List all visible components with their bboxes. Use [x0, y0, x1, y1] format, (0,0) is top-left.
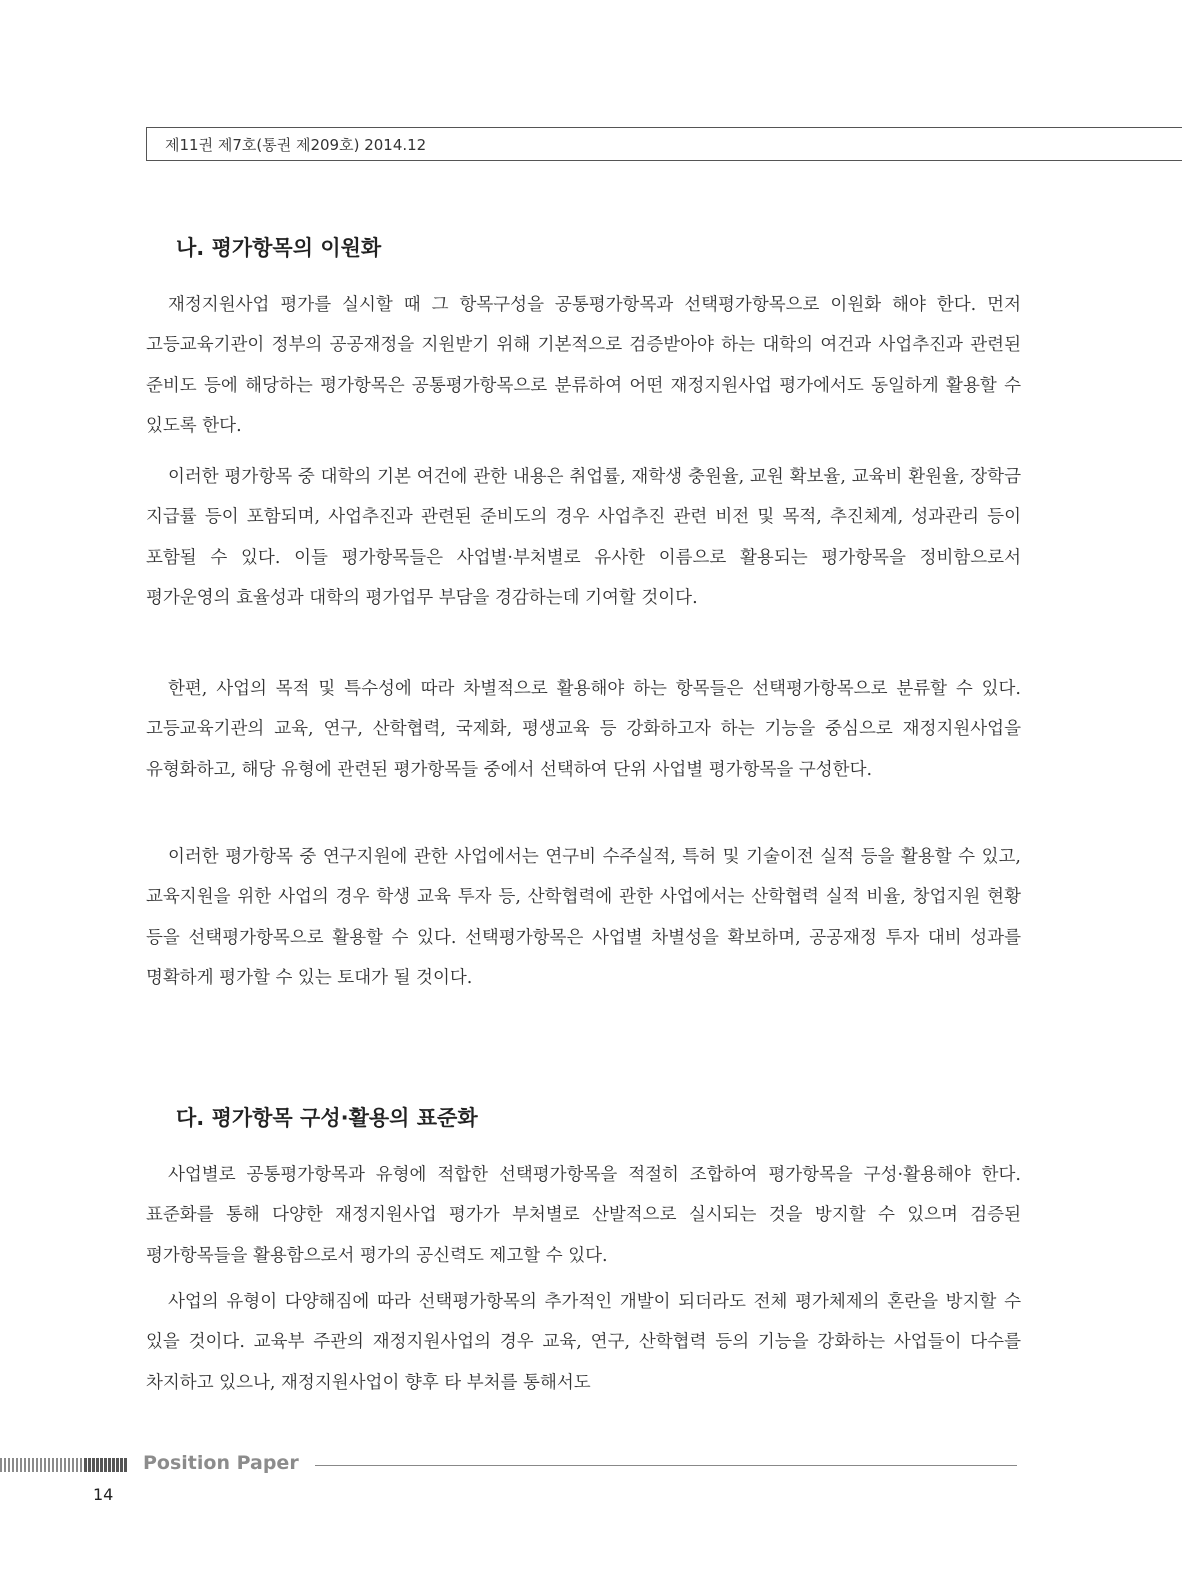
paragraph: 한편, 사업의 목적 및 특수성에 따라 차별적으로 활용해야 하는 항목들은 선택평가항목으로 분류할 수 있다. 고등교육기관의 교육, 연구, 산학협력, 국제화, 평생교육 등 강화하고자 하는 기능을 중심으로 재정지원사업을 유형화하고, 해당 유형에 관련된 평가항목들 중에서 선택하여 단위 사업별 평가항목을 구성한다.: [146, 679, 1021, 780]
section-heading-standardization: 다. 평가항목 구성·활용의 표준화: [176, 1106, 478, 1130]
paragraph: 사업별로 공통평가항목과 유형에 적합한 선택평가항목을 적절히 조합하여 평가항목을 구성·활용해야 한다. 표준화를 통해 다양한 재정지원사업 평가가 부처별로 산발적으로 실시되는 것을 방지할 수 있으며 검증된 평가항목들을 활용함으로서 평가의 공신력도 제고할 수 있다.: [146, 1165, 1021, 1266]
paragraph: 사업의 유형이 다양해짐에 따라 선택평가항목의 추가적인 개발이 되더라도 전체 평가체제의 혼란을 방지할 수 있을 것이다. 교육부 주관의 재정지원사업의 경우 교육, 연구, 산학협력 등의 기능을 강화하는 사업들이 다수를 차지하고 있으나, 재정지원사업이 향후 타 부처를 통해서도: [146, 1292, 1021, 1393]
section-heading-evaluation-items-dualization: 나. 평가항목의 이원화: [176, 236, 382, 260]
running-header: [146, 127, 1182, 161]
page-number: 14: [93, 1485, 114, 1504]
footer-decoration-bar-dark: [84, 1458, 128, 1472]
running-title: 제11권 제7호(통권 제209호) 2014.12: [165, 136, 427, 154]
paragraph: 재정지원사업 평가를 실시할 때 그 항목구성을 공통평가항목과 선택평가항목으로 이원화 해야 한다. 먼저 고등교육기관이 정부의 공공재정을 지원받기 위해 기본적으로 검증받아야 하는 대학의 여건과 사업추진과 관련된 준비도 등에 해당하는 평가항목은 공통평가항목으로 분류하여 어떤 재정지원사업 평가에서도 동일하게 활용할 수 있도록 한다.: [146, 295, 1021, 436]
footer-publication-label: Position Paper: [143, 1452, 299, 1474]
paragraph: 이러한 평가항목 중 대학의 기본 여건에 관한 내용은 취업률, 재학생 충원율, 교원 확보율, 교육비 환원율, 장학금 지급률 등이 포함되며, 사업추진과 관련된 준비도의 경우 사업추진 관련 비전 및 목적, 추진체계, 성과관리 등이 포함될 수 있다. 이들 평가항목들은 사업별·부처별로 유사한 이름으로 활용되는 평가항목을 정비함으로서 평가운영의 효율성과 대학의 평가업무 부담을 경감하는데 기여할 것이다.: [146, 467, 1021, 608]
paragraph: 이러한 평가항목 중 연구지원에 관한 사업에서는 연구비 수주실적, 특허 및 기술이전 실적 등을 활용할 수 있고, 교육지원을 위한 사업의 경우 학생 교육 투자 등, 산학협력에 관한 사업에서는 산학협력 실적 비율, 창업지원 현황 등을 선택평가항목으로 활용할 수 있다. 선택평가항목은 사업별 차별성을 확보하며, 공공재정 투자 대비 성과를 명확하게 평가할 수 있는 토대가 될 것이다.: [146, 847, 1021, 988]
footer-rule: [315, 1465, 1017, 1466]
